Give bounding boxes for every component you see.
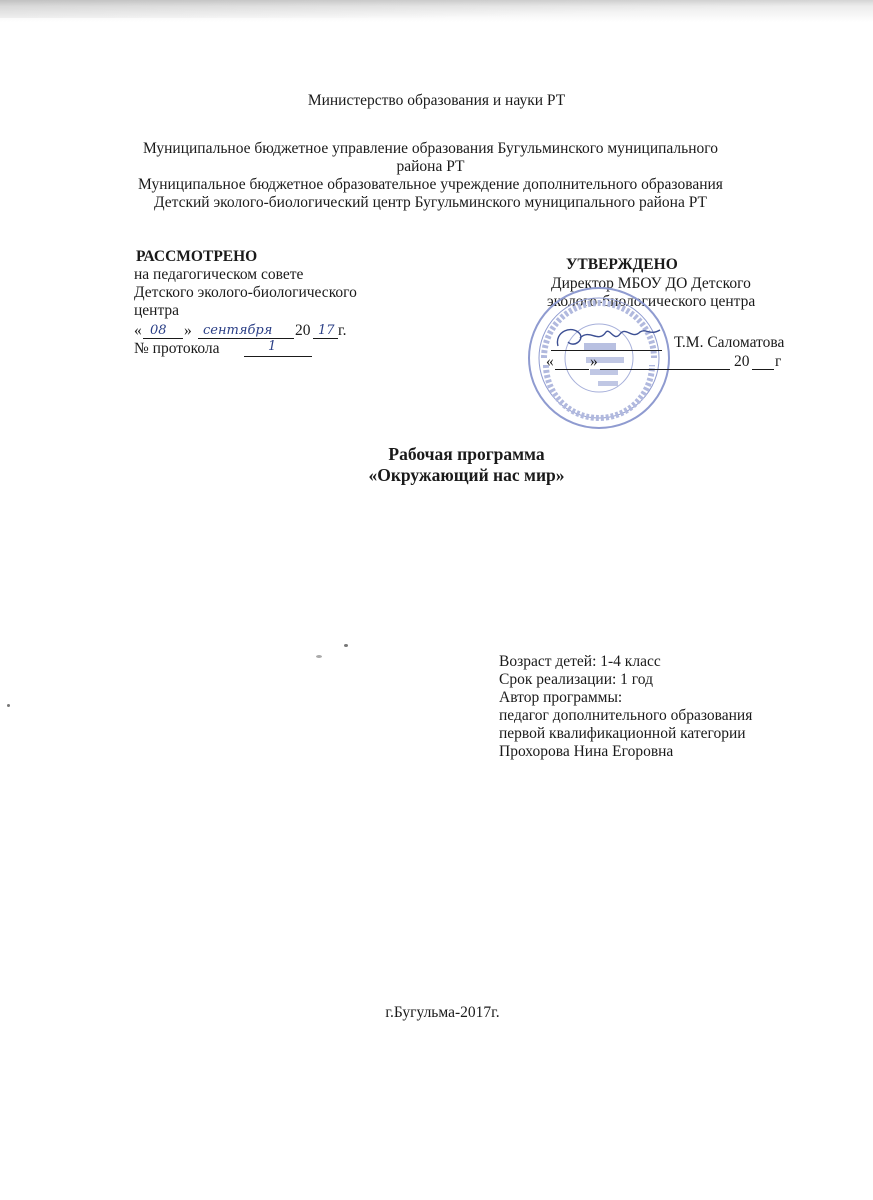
year-prefix: 20 [295,322,311,339]
info-position-1: педагог дополнительного образования [499,707,753,724]
year-suffix: г. [338,322,347,339]
signature-blank [551,332,662,351]
header-line-4: Муниципальное бюджетное образовательное учреждение дополнительного образования [138,176,723,193]
handwritten-protocol: 1 [268,339,277,354]
protocol-label: № протокола [134,340,220,357]
right-month-blank [600,351,730,370]
header-line-5: Детский эколого-биологический центр Бугульминского муниципального района РТ [153,194,707,211]
scan-top-shadow-tilt [0,0,873,18]
protocol-blank [244,338,312,357]
approval-left-line-3: центра [134,302,180,319]
date-open-quote: « [134,322,142,339]
right-year-prefix: 20 [734,353,750,370]
scan-speck [316,655,322,658]
footer-city-year: г.Бугульма-2017г. [385,1004,500,1021]
header-line-2: Муниципальное бюджетное управление образования Бугульминского муниципального [142,140,718,157]
right-day-blank [555,351,589,370]
info-term: Срок реализации: 1 год [499,671,653,688]
info-author-name: Прохорова Нина Егоровна [499,743,674,760]
handwritten-day: 08 [150,323,167,338]
handwritten-month: сентября [203,323,273,338]
document-title-line-1: Рабочая программа [388,444,545,464]
info-age: Возраст детей: 1-4 класс [499,653,661,670]
document-title-line-2: «Окружающий нас мир» [368,465,565,485]
approval-left-heading: РАССМОТРЕНО [136,248,258,265]
scan-speck [7,704,10,707]
approval-right-line-2: эколого-биологического центра [547,293,756,310]
right-year-suffix: г [775,353,782,370]
approval-right-line-1: Директор МБОУ ДО Детского [551,275,751,292]
info-position-2: первой квалификационной категории [499,725,746,742]
right-year-blank [752,351,774,370]
right-date-open-quote: « [546,353,554,370]
handwritten-year: 17 [318,323,335,338]
scan-speck [344,644,348,647]
info-author-label: Автор программы: [499,689,623,706]
approval-left-line-2: Детского эколого-биологического [134,284,357,301]
date-close-quote: » [184,322,192,339]
approval-right-heading: УТВЕРЖДЕНО [566,256,678,273]
ministry-line: Министерство образования и науки РТ [307,92,566,109]
header-line-3: района РТ [396,158,465,175]
approval-left-line-1: на педагогическом совете [134,266,304,283]
right-date-close-quote: » [590,353,598,370]
signatory-name: Т.М. Саломатова [674,334,785,351]
